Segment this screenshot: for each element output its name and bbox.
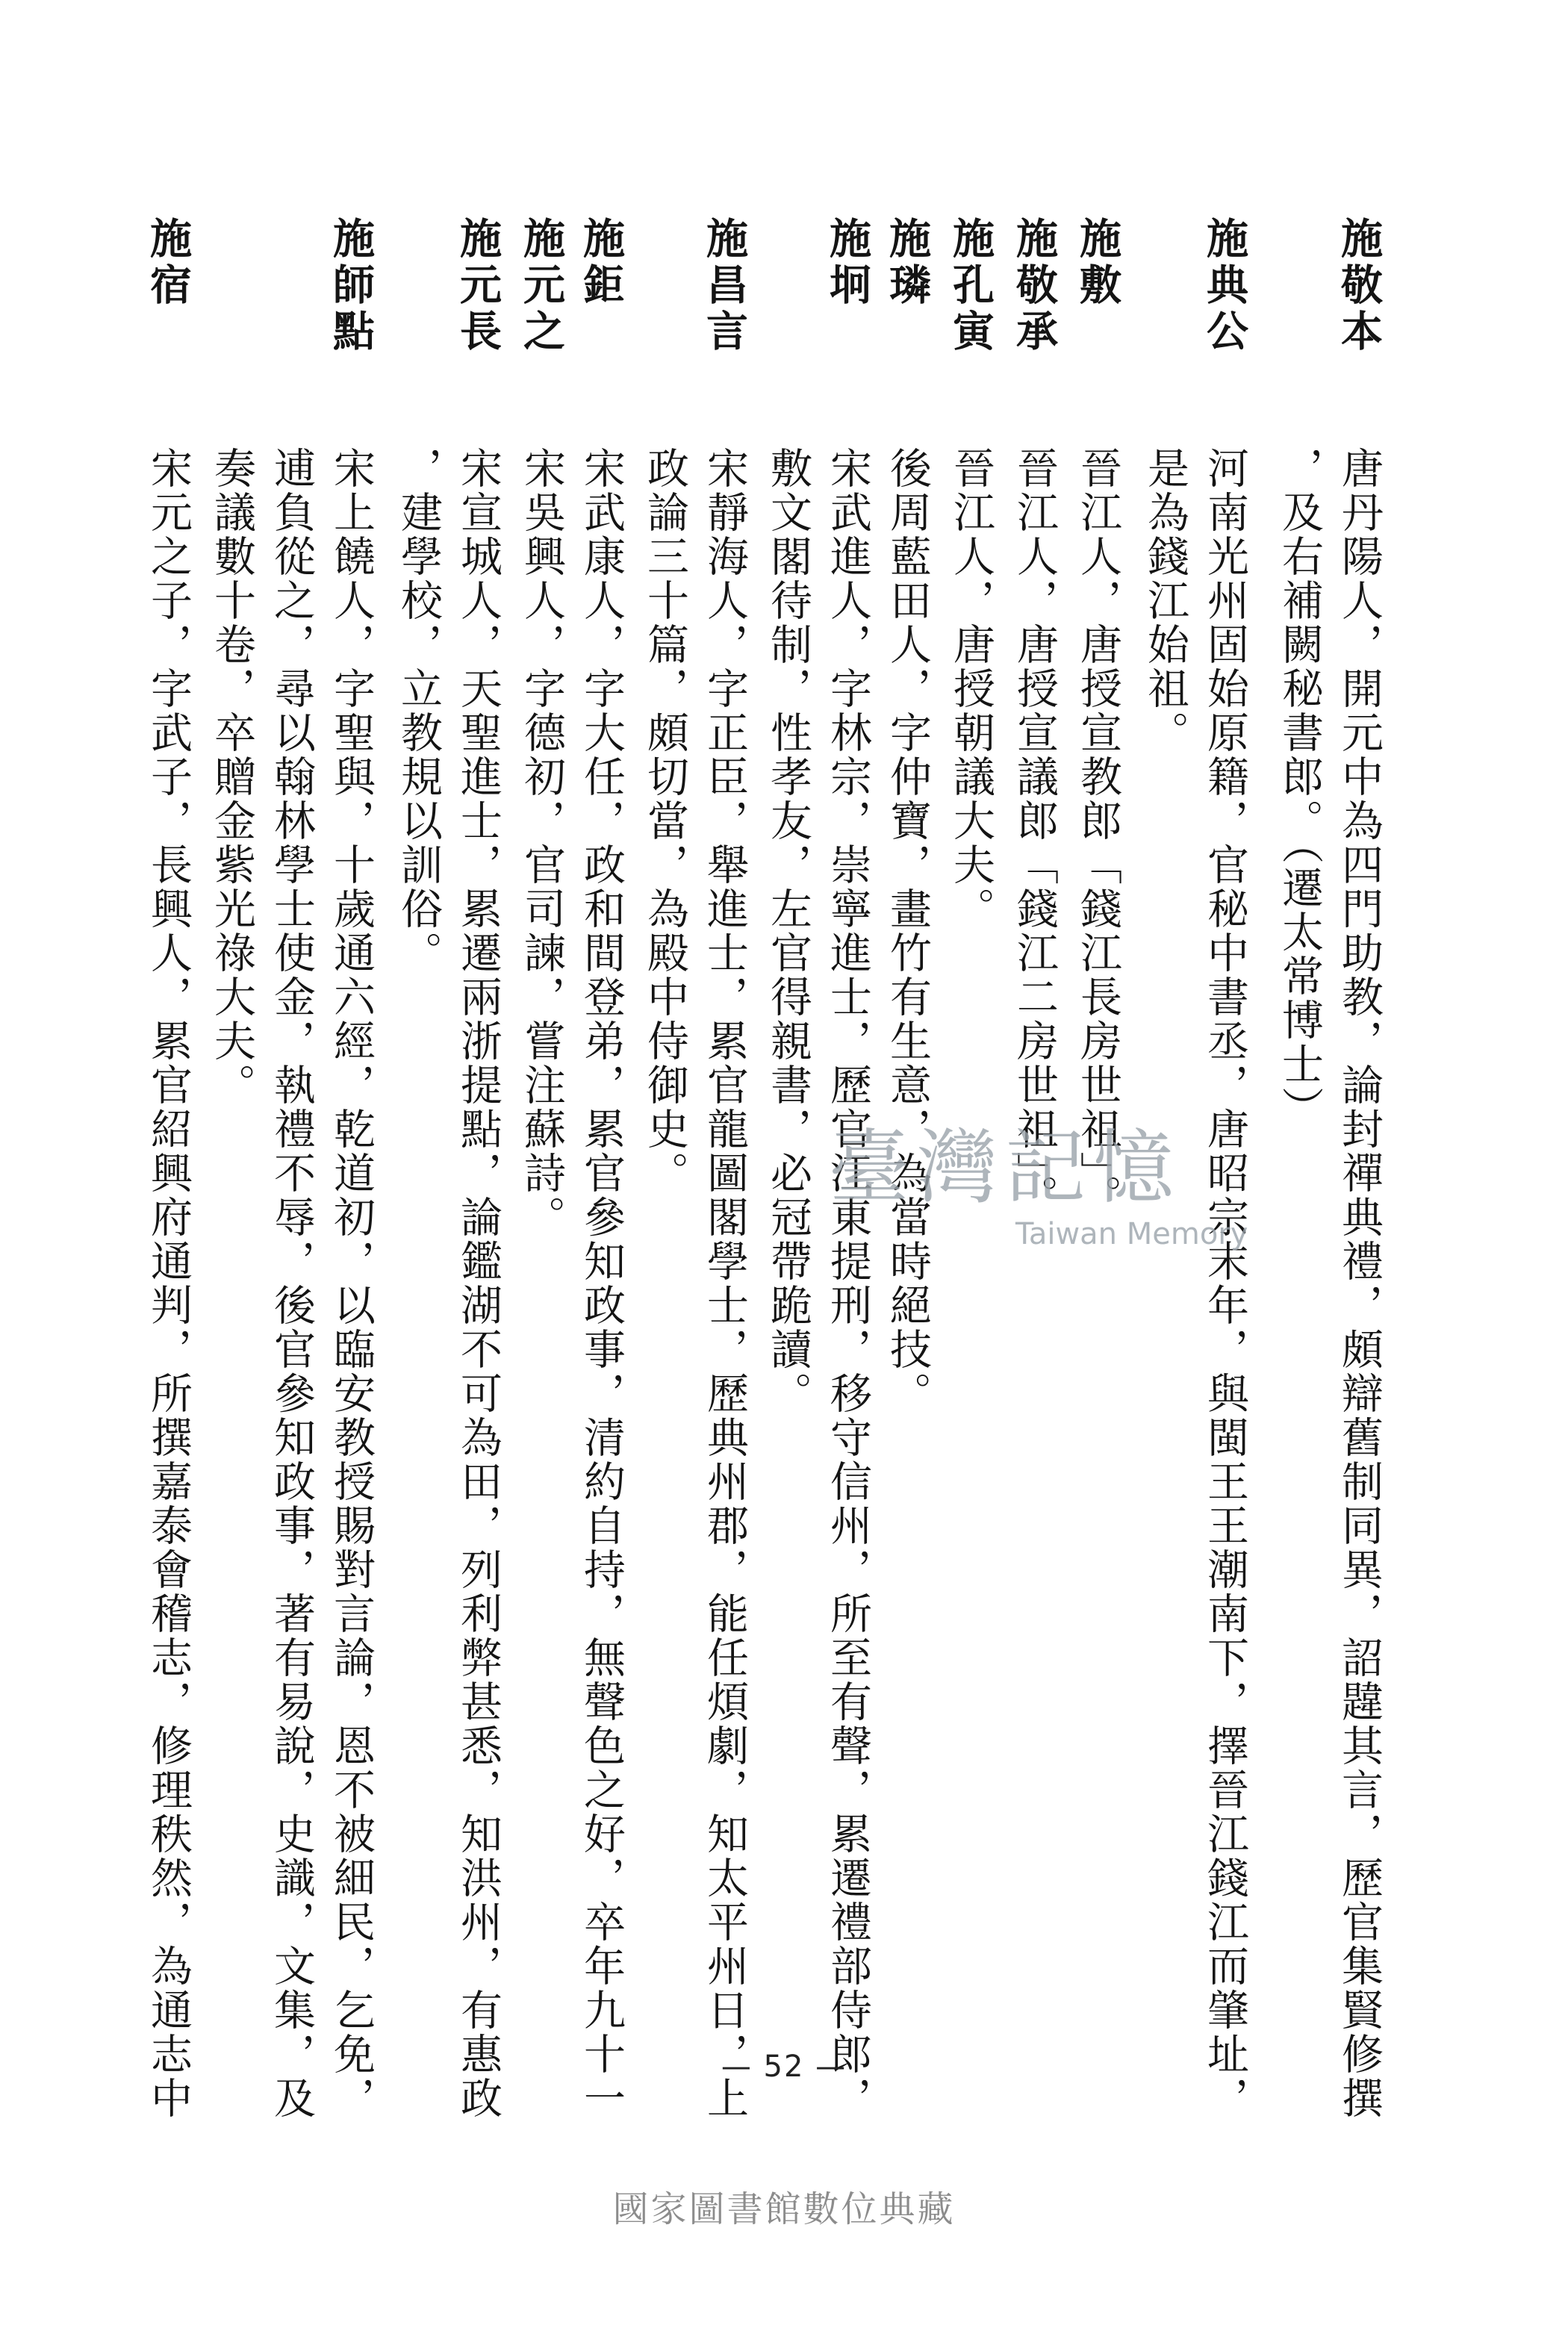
entry-text-line: 宋元之子，字武子，長興人，累官紹興府通判，所撰嘉泰會稽志，修理秩然，為通志中: [144, 446, 193, 2120]
entry-text-line: 宋靜海人，字正臣，舉進士，累官龍圖閣學士，歷典州郡，能任煩劇，知太平州日，上: [700, 446, 749, 2120]
watermark-english: Taiwan Memory: [1015, 1217, 1248, 1251]
entry-name: 施敷: [1073, 217, 1122, 309]
library-footer: 國家圖書館數位典藏: [612, 2188, 956, 2230]
entry-text-line: 宋吳興人，字德初，官司諫，嘗注蘇詩。: [517, 446, 566, 1239]
entry-text-line: 宋武康人，字大任，政和間登弟，累官參知政事，清約自持，無聲色之好，卒年九十一: [577, 446, 626, 2120]
entry-text-line: ，及右補闕秘書郎。（遷太常博士）: [1275, 446, 1324, 1130]
entry-text-line: 逋負從之，尋以翰林學士使金，執禮不辱，後官參知政事，著有易說，史識，文集，及: [267, 446, 316, 2120]
entry-name: 施敬承: [1009, 217, 1059, 355]
page-number: — 52 —: [721, 2050, 847, 2084]
entry-name: 施昌言: [700, 217, 749, 355]
entry-name: 施孔寅: [946, 217, 995, 355]
entry-name: 施宿: [143, 217, 193, 309]
entry-text-line: 唐丹陽人，開元中為四門助教，論封禪典禮，頗辯舊制同異，詔韙其言，歷官集賢修撰: [1335, 446, 1384, 2120]
entry-text-line: 晉江人，唐授宣議郎「錢江二房世祖」。: [1010, 446, 1059, 1219]
entry-text-line: 是為錢江始祖。: [1141, 446, 1189, 755]
entry-text-line: 宋武進人，字林宗，崇寧進士，歷官江東提刑，移守信州，所至有聲，累遷禮部侍郎，: [824, 446, 872, 2120]
entry-text-line: 政論三十篇，頗切當，為殿中侍御史。: [641, 446, 689, 1195]
entry-text-line: ，建學校，立教規以訓俗。: [394, 446, 443, 975]
entry-name: 施鉅: [576, 217, 626, 309]
entry-text-line: 敷文閣待制，性孝友，左官得親書，必冠帶跪讀。: [764, 446, 812, 1416]
entry-text-line: 奏議數十卷，卒贈金紫光祿大夫。: [208, 446, 256, 1107]
entry-name: 施典公: [1200, 217, 1249, 355]
watermark: [829, 1120, 1277, 1299]
entry-name: 施璘: [883, 217, 932, 309]
entry-name: 施元長: [453, 217, 503, 355]
entry-name: 施師點: [326, 217, 376, 355]
entry-name: 施敬本: [1334, 217, 1384, 355]
entry-text-line: 宋上饒人，字聖與，十歲通六經，乾道初，以臨安教授賜對言論，恩不被細民，乞免，: [327, 446, 376, 2120]
entry-text-line: 晉江人，唐授宣教郎「錢江長房世祖」。: [1074, 446, 1122, 1219]
entry-name: 施元之: [517, 217, 566, 355]
entry-text-line: 後周藍田人，字仲寶，畫竹有生意，為當時絕技。: [883, 446, 932, 1416]
entry-text-line: 晉江人，唐授朝議大夫。: [947, 446, 995, 931]
entry-text-line: 河南光州固始原籍，官秘中書丞，唐昭宗末年，與閩王王潮南下，擇晉江錢江而肇址，: [1201, 446, 1249, 2120]
watermark-chinese: 臺灣記憶: [829, 1121, 1182, 1215]
entry-text-line: 宋宣城人，天聖進士，累遷兩浙提點，論鑑湖不可為田，列利弊甚悉，知洪州，有惠政: [454, 446, 503, 2120]
entry-name: 施坰: [823, 217, 872, 309]
